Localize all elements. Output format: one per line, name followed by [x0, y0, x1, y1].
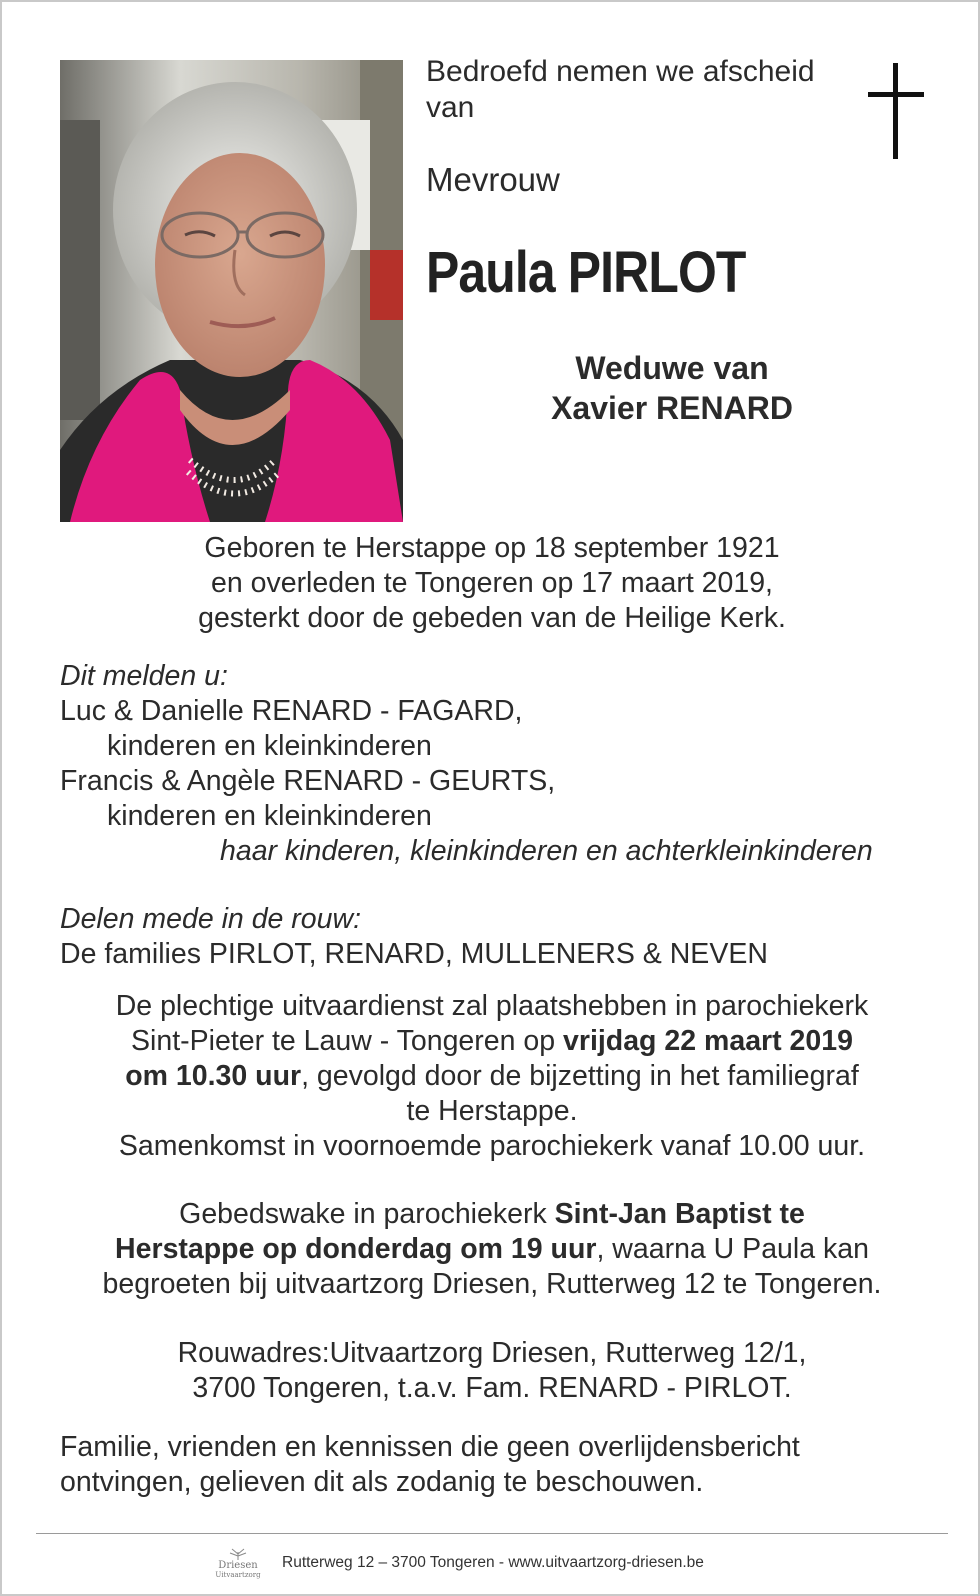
wake-section [60, 1197, 924, 1302]
announcers-closing: haar kinderen, kleinkinderen en achterkleinkinderen [220, 835, 873, 867]
birth-line-1: Geboren te Herstappe op 18 september 1921 [204, 532, 780, 564]
tree-logo-icon [227, 1548, 249, 1560]
address-line-1: Rouwadres:Uitvaartzorg Driesen, Rutterweg 12/1, [177, 1337, 807, 1369]
notice-section [60, 1430, 924, 1500]
footer-divider [36, 1533, 948, 1534]
service-line-1: De plechtige uitvaardienst zal plaatshebben in parochiekerk [115, 990, 869, 1022]
intro-text [426, 54, 815, 126]
logo-name: Driesen [218, 1559, 258, 1571]
latin-cross-icon [868, 63, 924, 159]
wake-line-2 [60, 1232, 924, 1267]
birth-line-2: en overleden te Tongeren op 17 maart 2019, [211, 567, 773, 599]
address-section [60, 1336, 924, 1406]
wake-line-3: begroeten bij uitvaartzorg Driesen, Rutterweg 12 te Tongeren. [102, 1268, 882, 1300]
intro-line-2: van [426, 91, 475, 124]
mourning-section [60, 902, 924, 972]
honorific: Mevrouw [426, 161, 560, 198]
family-2-sub: kinderen en kleinkinderen [107, 800, 432, 832]
wake-line-1 [60, 1197, 924, 1232]
mourning-families: De families PIRLOT, RENARD, MULLENERS & NEVEN [60, 938, 768, 970]
service-date: vrijdag 22 maart 2019 [563, 1025, 853, 1057]
logo-subtitle: Uitvaartzorg [215, 1570, 261, 1579]
widow-line-1: Weduwe van [575, 350, 769, 386]
notice-line-1: Familie, vrienden en kennissen die geen overlijdensbericht [60, 1431, 800, 1463]
service-line-4: te Herstappe. [406, 1095, 578, 1127]
portrait-photo [60, 60, 403, 522]
mourning-heading: Delen mede in de rouw: [60, 903, 362, 935]
widow-line-2: Xavier RENARD [551, 390, 793, 426]
funeral-home-logo [208, 1548, 268, 1579]
intro-line-1: Bedroefd nemen we afscheid [426, 55, 815, 88]
service-line-5: Samenkomst in voornoemde parochiekerk vanaf 10.00 uur. [118, 1130, 866, 1162]
widow-of [442, 348, 902, 428]
announcers-section [60, 659, 924, 869]
service-line-3-text: , gevolgd door de bijzetting in het familiegraf [301, 1060, 859, 1092]
service-line-2 [60, 1024, 924, 1059]
deceased-name: Paula PIRLOT [426, 240, 746, 305]
service-line-2-text: Sint-Pieter te Lauw - Tongeren op [131, 1025, 564, 1057]
wake-time: Herstappe op donderdag om 19 uur [115, 1233, 597, 1265]
address-line-2: 3700 Tongeren, t.a.v. Fam. RENARD - PIRLOT. [192, 1372, 792, 1404]
birth-death-text [60, 531, 924, 636]
wake-line-2-text: , waarna U Paula kan [596, 1233, 869, 1265]
service-time: om 10.30 uur [125, 1060, 302, 1092]
wake-line-1-text: Gebedswake in parochiekerk [179, 1198, 555, 1230]
wake-church: Sint-Jan Baptist te [554, 1198, 805, 1230]
family-2: Francis & Angèle RENARD - GEURTS, [60, 765, 556, 797]
service-section [60, 989, 924, 1164]
footer [208, 1546, 704, 1580]
service-line-3 [60, 1059, 924, 1094]
announcers-heading: Dit melden u: [60, 660, 228, 692]
notice-line-2: ontvingen, gelieven dit als zodanig te beschouwen. [60, 1466, 704, 1498]
family-1-sub: kinderen en kleinkinderen [107, 730, 432, 762]
footer-contact: Rutterweg 12 – 3700 Tongeren - www.uitvaartzorg-driesen.be [282, 1554, 704, 1571]
birth-line-3: gesterkt door de gebeden van de Heilige Kerk. [198, 602, 786, 634]
family-1: Luc & Danielle RENARD - FAGARD, [60, 695, 523, 727]
